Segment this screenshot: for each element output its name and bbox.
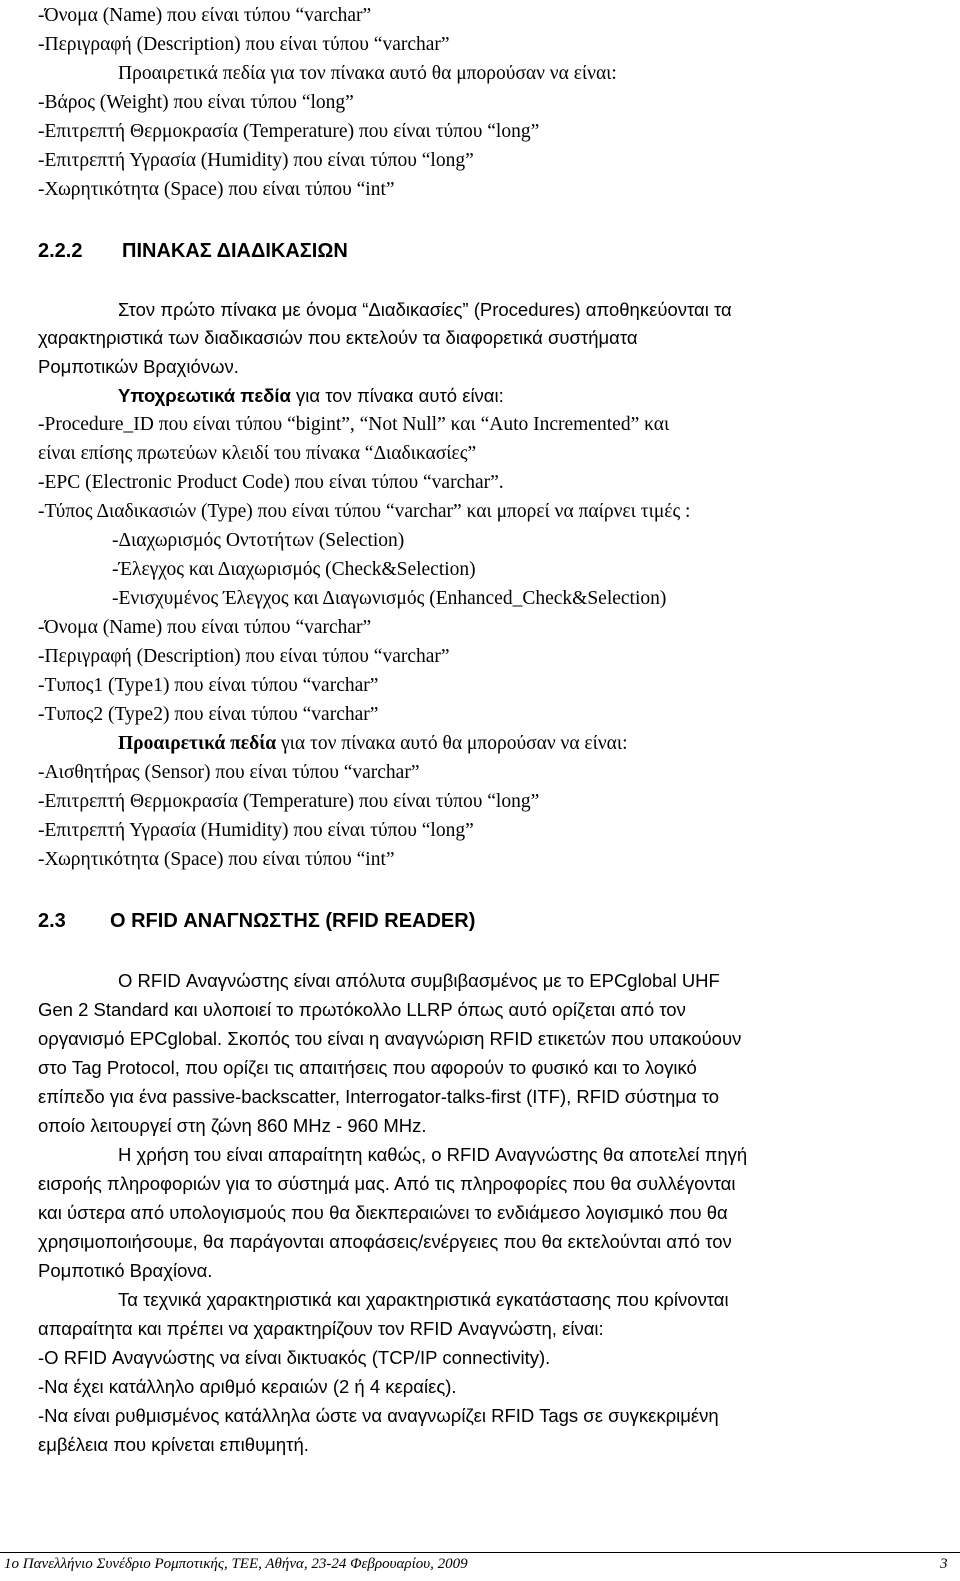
optional-rest: για τον πίνακα αυτό θα μπορούσαν να είναι: xyxy=(276,733,628,754)
paragraph-line: Η χρήση του είναι απαραίτητη καθώς, ο RFID Αναγνώστης θα αποτελεί πηγή xyxy=(118,1144,748,1165)
paragraph-line: οργανισμό EPCglobal. Σκοπός του είναι η αναγνώριση RFID ετικετών που υπακούουν xyxy=(38,1028,742,1049)
section-title: ΠΙΝΑΚΑΣ ΔΙΑΔΙΚΑΣΙΩΝ xyxy=(122,240,348,262)
footer-text: 1ο Πανελλήνιο Συνέδριο Ρομποτικής, ΤΕΕ, Αθήνα, 23-24 Φεβρουαρίου, 2009 xyxy=(4,1556,468,1572)
optional-field-line: -Χωρητικότητα (Space) που είναι τύπου “int” xyxy=(38,849,395,870)
optional-fields-intro: Προαιρετικά πεδία για τον πίνακα αυτό θα μπορούσαν να είναι: xyxy=(118,63,617,84)
required-label: Υποχρεωτικά πεδία xyxy=(118,385,291,406)
field-line: -Τυπος2 (Type2) που είναι τύπου “varchar” xyxy=(38,704,379,725)
field-line: είναι επίσης πρωτεύων κλειδί του πίνακα “Διαδικασίες” xyxy=(38,443,477,464)
optional-field-line: -Αισθητήρας (Sensor) που είναι τύπου “varchar” xyxy=(38,762,420,783)
field-line: -Procedure_ID που είναι τύπου “bigint”, “Not Null” και “Auto Incremented” και xyxy=(38,414,670,435)
type-value: -Διαχωρισμός Οντοτήτων (Selection) xyxy=(112,530,405,551)
field-line: -EPC (Electronic Product Code) που είναι τύπου “varchar”. xyxy=(38,472,504,493)
footer-divider xyxy=(0,1552,960,1553)
paragraph-line: Τα τεχνικά χαρακτηριστικά και χαρακτηριστικά εγκατάστασης που κρίνονται xyxy=(118,1289,729,1310)
section-title: Ο RFID ΑΝΑΓΝΩΣΤΗΣ (RFID READER) xyxy=(110,910,476,932)
field-line: -Περιγραφή (Description) που είναι τύπου “varchar” xyxy=(38,646,450,667)
paragraph-line: χρησιμοποιήσουμε, θα παράγονται αποφάσεις/ενέργειες που θα εκτελούνται από τον xyxy=(38,1231,732,1252)
paragraph-line: οποίο λειτουργεί στη ζώνη 860 MHz - 960 MHz. xyxy=(38,1115,427,1136)
paragraph-line: χαρακτηριστικά των διαδικασιών που εκτελούν τα διαφορετικά συστήματα xyxy=(38,327,638,348)
top-list-item: -Βάρος (Weight) που είναι τύπου “long” xyxy=(38,92,354,113)
top-list-item: -Περιγραφή (Description) που είναι τύπου “varchar” xyxy=(38,34,450,55)
paragraph-line: εισροής πληροφοριών για το σύστημά μας. Από τις πληροφορίες που θα συλλέγονται xyxy=(38,1173,736,1194)
paragraph-line: Στον πρώτο πίνακα με όνομα “Διαδικασίες” (Procedures) αποθηκεύονται τα xyxy=(118,299,732,320)
optional-fields-intro xyxy=(118,732,628,756)
field-line: -Τύπος Διαδικασιών (Type) που είναι τύπου “varchar” και μπορεί να παίρνει τιμές : xyxy=(38,501,691,522)
page-number: 3 xyxy=(940,1556,948,1572)
section-number: 2.2.2 xyxy=(38,240,83,262)
top-list-item: -Επιτρεπτή Θερμοκρασία (Temperature) που είναι τύπου “long” xyxy=(38,121,540,142)
paragraph-line: επίπεδο για ένα passive-backscatter, Interrogator-talks-first (ITF), RFID σύστημα το xyxy=(38,1086,720,1107)
list-item: -Ο RFID Αναγνώστης να είναι δικτυακός (TCP/IP connectivity). xyxy=(38,1347,551,1368)
paragraph-line: Gen 2 Standard και υλοποιεί το πρωτόκολλο LLRP όπως αυτό ορίζεται από τον xyxy=(38,999,686,1020)
optional-field-line: -Επιτρεπτή Υγρασία (Humidity) που είναι τύπου “long” xyxy=(38,820,474,841)
list-item: -Να έχει κατάλληλο αριθμό κεραιών (2 ή 4 κεραίες). xyxy=(38,1376,457,1397)
top-list-item: -Επιτρεπτή Υγρασία (Humidity) που είναι τύπου “long” xyxy=(38,150,474,171)
field-line: -Τυπος1 (Type1) που είναι τύπου “varchar” xyxy=(38,675,379,696)
paragraph-line: Ρομποτικών Βραχιόνων. xyxy=(38,356,239,377)
optional-field-line: -Επιτρεπτή Θερμοκρασία (Temperature) που είναι τύπου “long” xyxy=(38,791,540,812)
paragraph-line: Ο RFID Αναγνώστης είναι απόλυτα συμβιβασμένος με το EPCglobal UHF xyxy=(118,970,720,991)
type-value: -Έλεγχος και Διαχωρισμός (Check&Selection) xyxy=(112,559,476,580)
top-list-item: -Όνομα (Name) που είναι τύπου “varchar” xyxy=(38,5,372,26)
type-value: -Ενισχυμένος Έλεγχος και Διαγωνισμός (Enhanced_Check&Selection) xyxy=(112,588,667,609)
paragraph-line: στο Tag Protocol, που ορίζει τις απαιτήσεις που αφορούν το φυσικό και το λογικό xyxy=(38,1057,697,1078)
required-rest: για τον πίνακα αυτό είναι: xyxy=(290,385,504,406)
list-item: εμβέλεια που κρίνεται επιθυμητή. xyxy=(38,1434,309,1455)
paragraph-line: και ύστερα από υπολογισμούς που θα διεκπεραιώνει το ενδιάμεσο λογισμικό που θα xyxy=(38,1202,728,1223)
list-item: -Να είναι ρυθμισμένος κατάλληλα ώστε να αναγνωρίζει RFID Tags σε συγκεκριμένη xyxy=(38,1405,719,1426)
section-number: 2.3 xyxy=(38,910,66,932)
field-line: -Όνομα (Name) που είναι τύπου “varchar” xyxy=(38,617,372,638)
paragraph-line: Ρομποτικό Βραχίονα. xyxy=(38,1260,213,1281)
optional-label: Προαιρετικά πεδία xyxy=(118,733,277,754)
required-fields-intro xyxy=(118,384,504,408)
top-list-item: -Χωρητικότητα (Space) που είναι τύπου “int” xyxy=(38,179,395,200)
paragraph-line: απαραίτητα και πρέπει να χαρακτηρίζουν τον RFID Αναγνώστη, είναι: xyxy=(38,1318,604,1339)
